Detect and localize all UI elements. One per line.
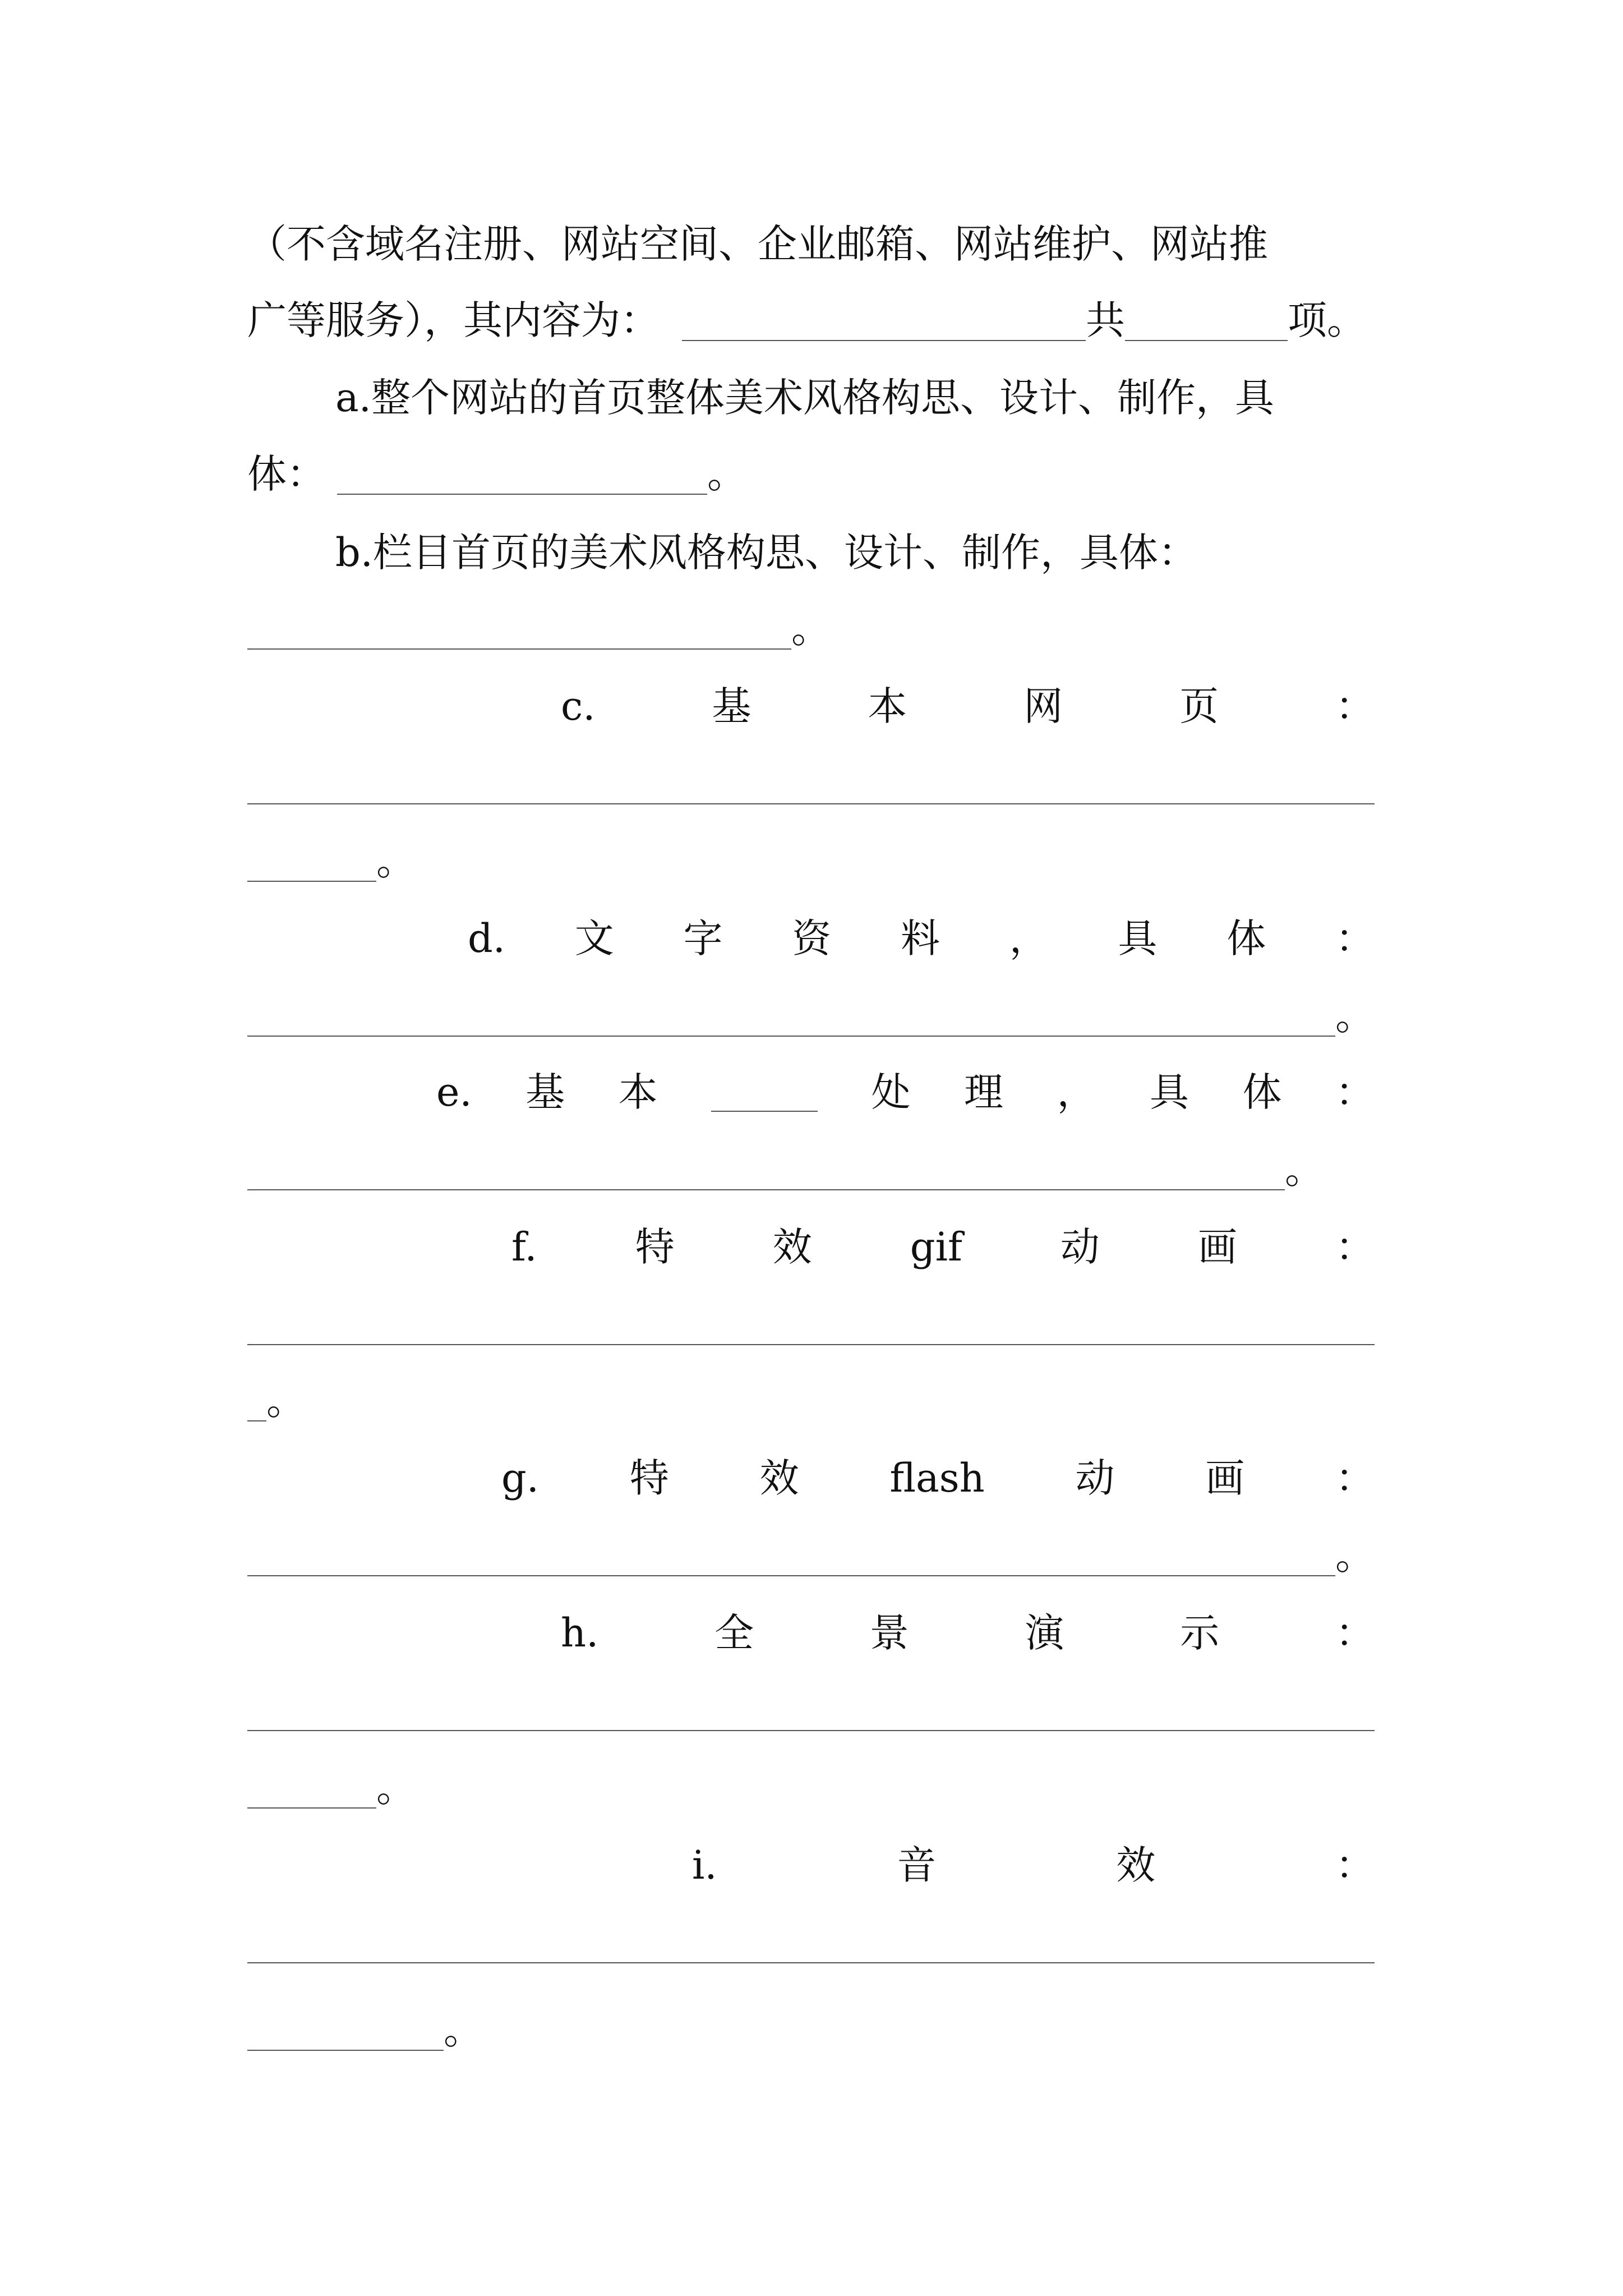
item-c-blank-rule[interactable] xyxy=(247,803,1375,804)
item-f-heading xyxy=(511,1216,1375,1278)
item-i-token: 音 xyxy=(897,1842,937,1888)
item-e-end: 。 xyxy=(1285,1147,1324,1193)
item-b-blank[interactable] xyxy=(247,608,791,650)
count-blank[interactable] xyxy=(1125,300,1288,341)
item-d-token: 体 xyxy=(1227,915,1266,961)
item-e-token: ： xyxy=(1335,1069,1375,1115)
item-e-end-line xyxy=(247,1139,1375,1200)
item-d-token: 资 xyxy=(792,915,832,961)
item-a-text: a.整个网站的首页整体美术风格构思、设计、制作，具 xyxy=(335,375,1274,421)
item-i-blank-tail[interactable] xyxy=(247,2009,444,2051)
item-c-token: 本 xyxy=(868,683,907,729)
item-g-token: 画 xyxy=(1205,1455,1245,1501)
item-a-label: 体： xyxy=(247,451,326,497)
item-g-blank[interactable] xyxy=(247,1535,1335,1576)
intro-text-1: （不含域名注册、网站空间、企业邮箱、网站维护、网站推 xyxy=(247,221,1268,267)
item-f-token: ： xyxy=(1335,1224,1375,1270)
item-e-token: 具 xyxy=(1149,1069,1189,1115)
item-d-token: 文 xyxy=(574,915,614,961)
item-i-blank-rule[interactable] xyxy=(247,1962,1375,1963)
intro-text-2a: 广等服务），其内容为： xyxy=(247,297,660,343)
item-d-end: 。 xyxy=(1335,993,1375,1039)
item-c-token: 网 xyxy=(1023,683,1063,729)
item-c-token: ： xyxy=(1335,683,1375,729)
item-e-blank[interactable] xyxy=(247,1149,1285,1190)
item-f-token: 画 xyxy=(1197,1224,1237,1270)
item-g-token: 动 xyxy=(1075,1455,1115,1501)
item-f-blank-rule[interactable] xyxy=(247,1344,1375,1345)
intro-text-2c: 项。 xyxy=(1288,297,1366,343)
item-h-blank-rule[interactable] xyxy=(247,1730,1375,1731)
item-c-token: 页 xyxy=(1179,683,1219,729)
item-f-end-line xyxy=(247,1370,1375,1432)
item-c-heading xyxy=(561,675,1375,737)
item-i-token: ： xyxy=(1335,1842,1375,1888)
item-h-token: 全 xyxy=(714,1610,754,1656)
item-d-token: ， xyxy=(1009,915,1049,961)
item-d-token: 字 xyxy=(683,915,723,961)
item-h-blank-tail[interactable] xyxy=(247,1767,376,1809)
item-g-heading xyxy=(501,1447,1375,1509)
item-g-end: 。 xyxy=(1335,1533,1375,1579)
item-g-token: 特 xyxy=(629,1455,669,1501)
item-c-token: c. xyxy=(561,683,596,729)
item-e-token: 本 xyxy=(618,1069,658,1115)
item-a-line-2 xyxy=(247,443,1375,505)
item-a-line-1 xyxy=(335,367,1375,429)
item-b-end: 。 xyxy=(791,606,831,652)
item-d-end-line xyxy=(247,985,1375,1047)
item-e-token: 基 xyxy=(525,1069,565,1115)
item-e-token: 理 xyxy=(964,1069,1004,1115)
item-i-end: 。 xyxy=(444,2007,483,2053)
item-e-token: 处 xyxy=(871,1069,911,1115)
item-h-end: 。 xyxy=(376,1765,416,1811)
item-g-token: g. xyxy=(501,1455,540,1501)
item-c-blank-tail[interactable] xyxy=(247,840,376,882)
item-e-token: 体 xyxy=(1242,1069,1282,1115)
intro-line-2 xyxy=(247,289,1375,351)
item-f-token: f. xyxy=(511,1224,537,1270)
item-d-token: 料 xyxy=(901,915,940,961)
item-f-token: 特 xyxy=(635,1224,675,1270)
item-e-token: e. xyxy=(436,1069,472,1115)
item-h-token: ： xyxy=(1335,1610,1375,1656)
item-c-token: 基 xyxy=(712,683,751,729)
item-e-inline-blank[interactable] xyxy=(711,1073,818,1112)
item-f-token: 效 xyxy=(772,1224,812,1270)
item-h-token: 演 xyxy=(1025,1610,1064,1656)
item-i-heading xyxy=(692,1834,1375,1896)
item-f-token: 动 xyxy=(1060,1224,1100,1270)
intro-text-2b: 共 xyxy=(1086,297,1125,343)
item-f-end: 。 xyxy=(266,1378,306,1424)
item-d-token: 具 xyxy=(1118,915,1158,961)
intro-line-1 xyxy=(247,213,1375,275)
item-h-token: 示 xyxy=(1180,1610,1220,1656)
item-h-heading xyxy=(561,1602,1375,1664)
item-h-end-line xyxy=(247,1757,1375,1819)
item-a-blank[interactable] xyxy=(337,453,707,495)
item-d-token: ： xyxy=(1335,915,1375,961)
item-g-token: flash xyxy=(889,1455,985,1501)
item-g-end-line xyxy=(247,1525,1375,1586)
item-i-token: 效 xyxy=(1116,1842,1156,1888)
item-d-blank[interactable] xyxy=(247,995,1335,1037)
item-c-end-line xyxy=(247,830,1375,892)
item-b-text: b.栏目首页的美术风格构思、设计、制作，具体： xyxy=(335,530,1198,576)
item-f-blank-tail[interactable] xyxy=(247,1380,266,1421)
item-h-token: h. xyxy=(561,1610,599,1656)
item-i-token: i. xyxy=(692,1842,717,1888)
item-d-heading xyxy=(468,908,1375,969)
item-a-end: 。 xyxy=(707,451,746,497)
item-b-line-2 xyxy=(247,598,1375,660)
item-e-heading xyxy=(436,1061,1375,1123)
item-i-end-line xyxy=(247,1999,1375,2061)
item-b-line-1 xyxy=(335,522,1375,583)
item-f-token: gif xyxy=(910,1224,962,1270)
item-g-token: ： xyxy=(1335,1455,1375,1501)
item-h-token: 景 xyxy=(869,1610,909,1656)
item-d-token: d. xyxy=(468,915,506,961)
content-blank[interactable] xyxy=(682,300,1086,341)
item-c-end: 。 xyxy=(376,838,416,884)
item-g-token: 效 xyxy=(759,1455,799,1501)
item-e-token: ， xyxy=(1057,1069,1096,1115)
